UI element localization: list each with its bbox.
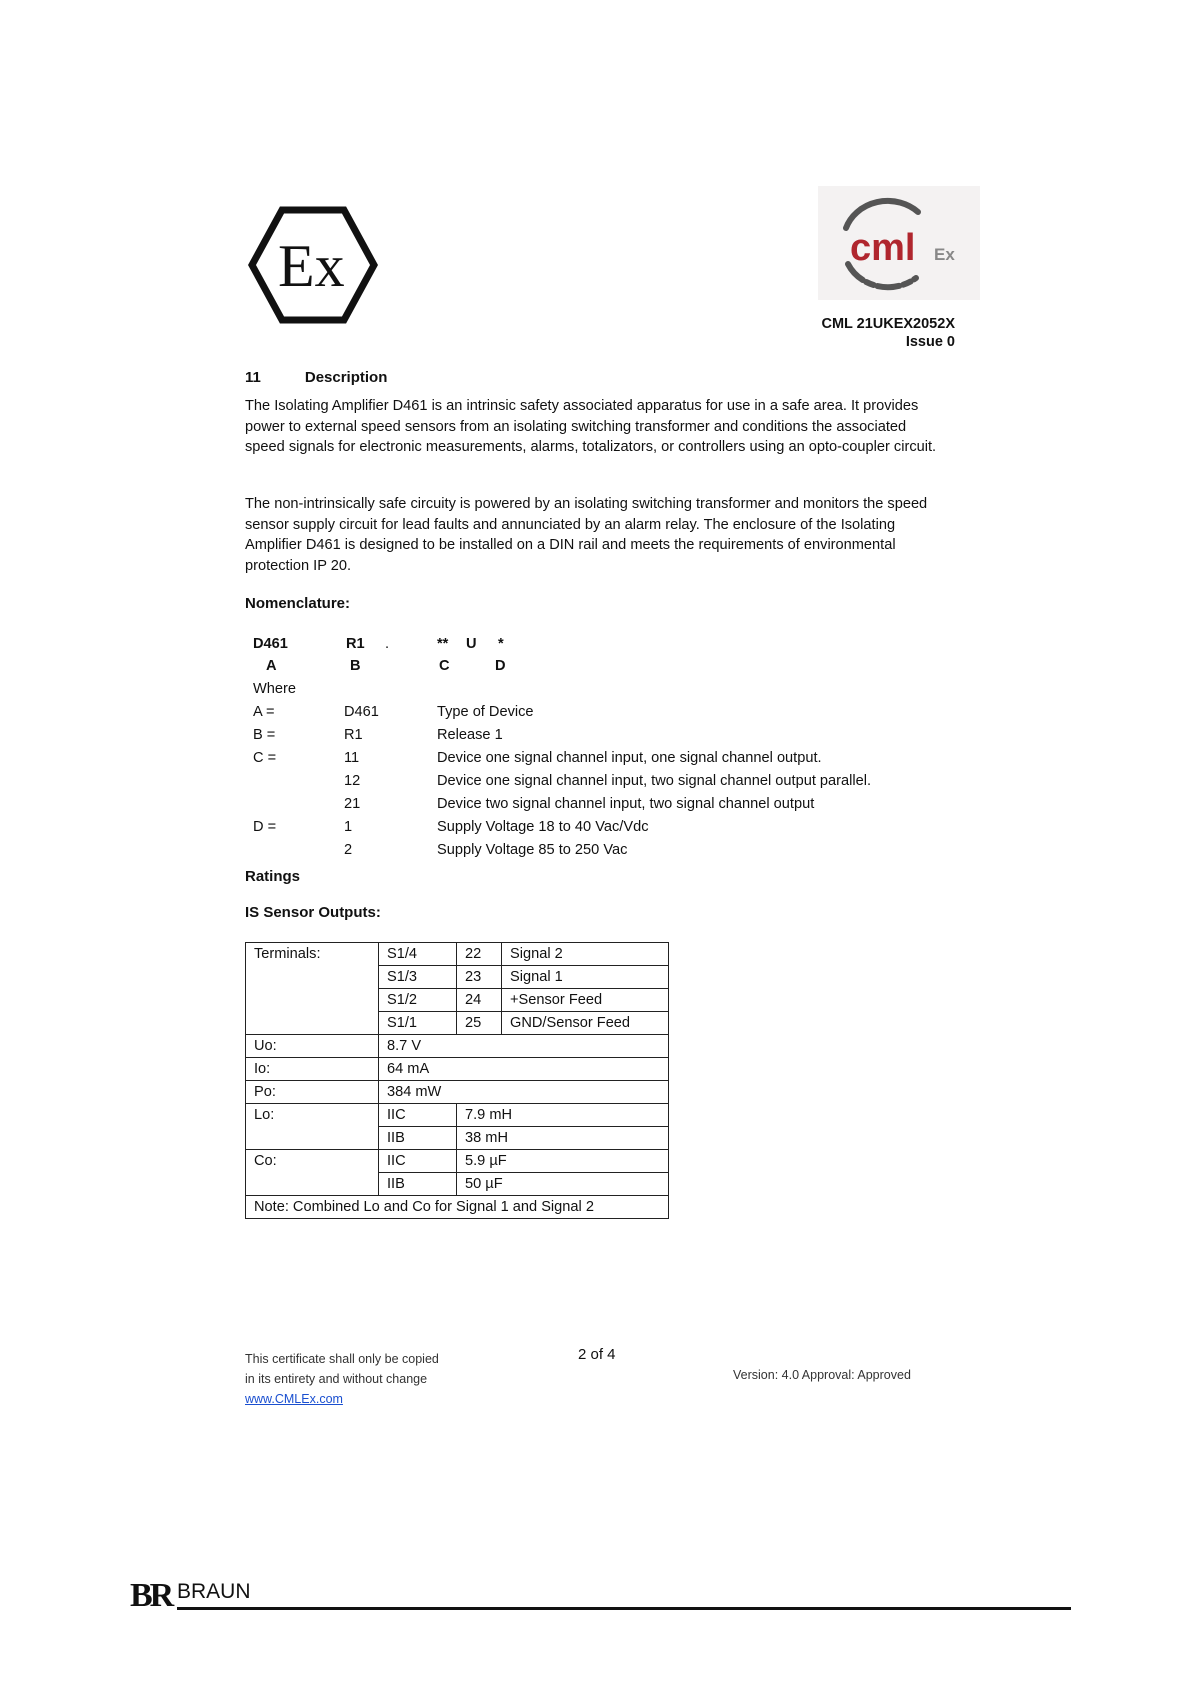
terminal-s: S1/1 — [379, 1012, 457, 1035]
footer-line-1: This certificate shall only be copied — [245, 1352, 439, 1366]
terminals-label: Terminals: — [246, 943, 379, 1035]
is-sensor-outputs-heading: IS Sensor Outputs: — [245, 904, 381, 921]
nom-key: B = — [253, 727, 276, 743]
terminal-name: +Sensor Feed — [502, 989, 669, 1012]
ex-logo — [248, 206, 378, 324]
co-group: IIB — [379, 1173, 457, 1196]
description-paragraph-2: The non-intrinsically safe circuity is powered by an isolating switching transformer and monitors the speed sensor supply circuit for lead faults and annunciated by an alarm relay. The enclosure of the Isolating Amplifier D461 is designed to be installed on a DIN rail and meets the requirements of environmental protection IP 20. — [245, 496, 928, 574]
nomenclature-heading: Nomenclature: — [245, 595, 351, 612]
certificate-number: CML 21UKEX2052X — [821, 316, 955, 332]
terminal-s: S1/4 — [379, 943, 457, 966]
nom-value: 11 — [344, 750, 360, 766]
terminal-name: GND/Sensor Feed — [502, 1012, 669, 1035]
io-value: 64 mA — [379, 1058, 669, 1081]
table-row — [246, 943, 669, 966]
po-label: Po: — [246, 1081, 379, 1104]
nom-value: R1 — [344, 727, 363, 743]
terminal-name: Signal 1 — [502, 966, 669, 989]
version-approval: Version: 4.0 Approval: Approved — [733, 1368, 911, 1382]
po-value: 384 mW — [379, 1081, 669, 1104]
table-row — [246, 1081, 669, 1104]
terminal-s: S1/2 — [379, 989, 457, 1012]
nom-value: 12 — [344, 773, 361, 789]
letter-d: D — [495, 658, 506, 674]
lo-group: IIC — [379, 1104, 457, 1127]
terminal-s: S1/3 — [379, 966, 457, 989]
nom-desc: Release 1 — [437, 727, 503, 743]
section-title — [245, 369, 387, 386]
code-b: R1 — [346, 636, 365, 652]
braun-name: BRAUN — [177, 1580, 251, 1603]
section-number: 11 — [245, 369, 261, 386]
table-row — [246, 1104, 669, 1127]
nom-desc: Device two signal channel input, two signal channel output — [437, 796, 815, 812]
nom-desc: Device one signal channel input, two signal channel output parallel. — [437, 773, 872, 789]
nom-value: D461 — [344, 704, 379, 720]
nom-key: A = — [253, 704, 275, 720]
terminal-number: 23 — [457, 966, 502, 989]
code-dot: . — [385, 636, 390, 652]
terminal-number: 24 — [457, 989, 502, 1012]
nom-key: D = — [253, 819, 277, 835]
where-label: Where — [253, 681, 296, 697]
cmlex-link[interactable]: www.CMLEx.com — [245, 1392, 343, 1406]
lo-value: 38 mH — [457, 1127, 669, 1150]
nom-desc: Supply Voltage 18 to 40 Vac/Vdc — [437, 819, 649, 835]
table-row — [246, 1150, 669, 1173]
ex-logo-text: Ex — [278, 233, 345, 299]
co-value: 5.9 µF — [457, 1150, 669, 1173]
nom-value: 2 — [344, 842, 353, 858]
terminal-name: Signal 2 — [502, 943, 669, 966]
table-row — [246, 1035, 669, 1058]
uo-value: 8.7 V — [379, 1035, 669, 1058]
nom-value: 21 — [344, 796, 361, 812]
code-d: * — [498, 636, 504, 652]
footer-line-2: in its entirety and without change — [245, 1372, 428, 1386]
nom-value: 1 — [344, 819, 353, 835]
lo-value: 7.9 mH — [457, 1104, 669, 1127]
table-note: Note: Combined Lo and Co for Signal 1 and Signal 2 — [246, 1196, 669, 1219]
table-row — [246, 1196, 669, 1219]
co-value: 50 µF — [457, 1173, 669, 1196]
letter-c: C — [439, 658, 450, 674]
letter-b: B — [350, 658, 361, 674]
lo-label: Lo: — [246, 1104, 379, 1150]
nom-desc: Device one signal channel input, one signal channel output. — [437, 750, 822, 766]
description-paragraph-1: The Isolating Amplifier D461 is an intrinsic safety associated apparatus for use in a safe area. It provides power to external speed sensors from an isolating switching transformer and conditions the associated speed signals for electronic measurements, alarms, totalizators, or controllers using an opto-coupler circuit. — [245, 398, 937, 456]
braun-divider — [177, 1607, 1071, 1610]
letter-a: A — [266, 658, 277, 674]
page-number: 2 of 4 — [578, 1346, 616, 1363]
certificate-id — [821, 315, 955, 351]
co-group: IIC — [379, 1150, 457, 1173]
footer-copy-notice — [245, 1349, 439, 1409]
section-heading: Description — [304, 369, 388, 386]
io-label: Io: — [246, 1058, 379, 1081]
uo-label: Uo: — [246, 1035, 379, 1058]
nom-desc: Type of Device — [437, 704, 534, 720]
code-u: U — [466, 636, 477, 652]
terminal-number: 25 — [457, 1012, 502, 1035]
braun-logo-mark: BR — [130, 1577, 172, 1614]
table-row — [246, 1058, 669, 1081]
lo-group: IIB — [379, 1127, 457, 1150]
nom-key: C = — [253, 750, 277, 766]
cml-logo-main: cml — [850, 227, 916, 269]
code-c: ** — [437, 636, 449, 652]
cml-ex-logo — [818, 186, 980, 300]
ratings-table — [245, 942, 669, 1219]
co-label: Co: — [246, 1150, 379, 1196]
code-a: D461 — [253, 636, 288, 652]
cml-logo-suffix: Ex — [934, 245, 955, 264]
nom-desc: Supply Voltage 85 to 250 Vac — [437, 842, 628, 858]
issue-number: Issue 0 — [905, 334, 955, 350]
terminal-number: 22 — [457, 943, 502, 966]
ratings-heading: Ratings — [245, 868, 301, 885]
